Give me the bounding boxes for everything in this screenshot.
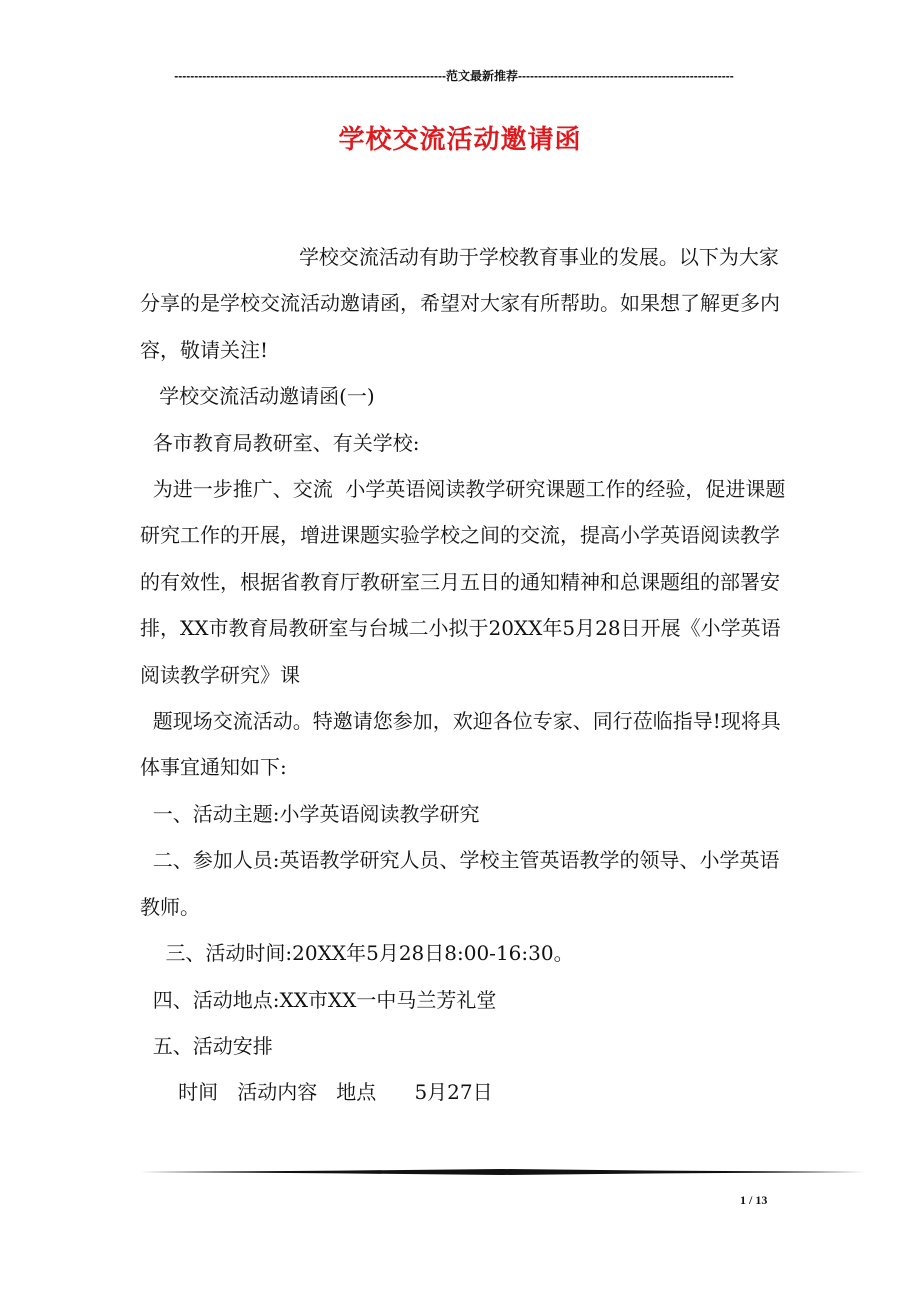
body-paragraph: 题现场交流活动。特邀请您参加，欢迎各位专家、同行莅临指导!现将具体事宜通知如下: xyxy=(140,709,781,780)
document-body xyxy=(140,234,786,1116)
list-item-schedule: 五、活动安排 xyxy=(140,1033,273,1058)
intro-paragraph: 学校交流活动有助于学校教育事业的发展。以下为大家分享的是学校交流活动邀请函，希望对大家有所帮助。如果想了解更多内容，敬请关注! xyxy=(140,245,780,362)
salutation: 各市教育局教研室、有关学校: xyxy=(140,430,420,455)
body-paragraph: 为进一步推广、交流 小学英语阅读教学研究课题工作的经验，促进课题研究工作的开展，增进课题实验学校之间的交流，提高小学英语阅读教学的有效性，根据省教育厅教研室三月五日的通知精神和总课题组的部署安排，XX市教育局教研室与台城二小拟于20XX年5月28日开展《小学英语阅读教学研究》课 xyxy=(140,477,786,687)
section-heading: 学校交流活动邀请函(一) xyxy=(140,384,375,409)
list-item-participants: 二、参加人员:英语教学研究人员、学校主管英语教学的领导、小学英语教师。 xyxy=(140,848,780,919)
footer-rule xyxy=(140,1166,864,1178)
list-item-time: 三、活动时间:20XX年5月28日8:00-16:30。 xyxy=(140,941,574,966)
header-banner: --------------------------------------------------------------------范文最新推荐------------------------------------------------------ xyxy=(174,69,734,83)
page-number: 1 / 13 xyxy=(740,1193,768,1207)
schedule-table-header: 时间 活动内容 地点 5月27日 xyxy=(140,1080,493,1105)
list-item-theme: 一、活动主题:小学英语阅读教学研究 xyxy=(140,801,480,826)
list-item-location: 四、活动地点:XX市XX一中马兰芳礼堂 xyxy=(140,987,497,1012)
document-title: 学校交流活动邀请函 xyxy=(338,125,582,155)
